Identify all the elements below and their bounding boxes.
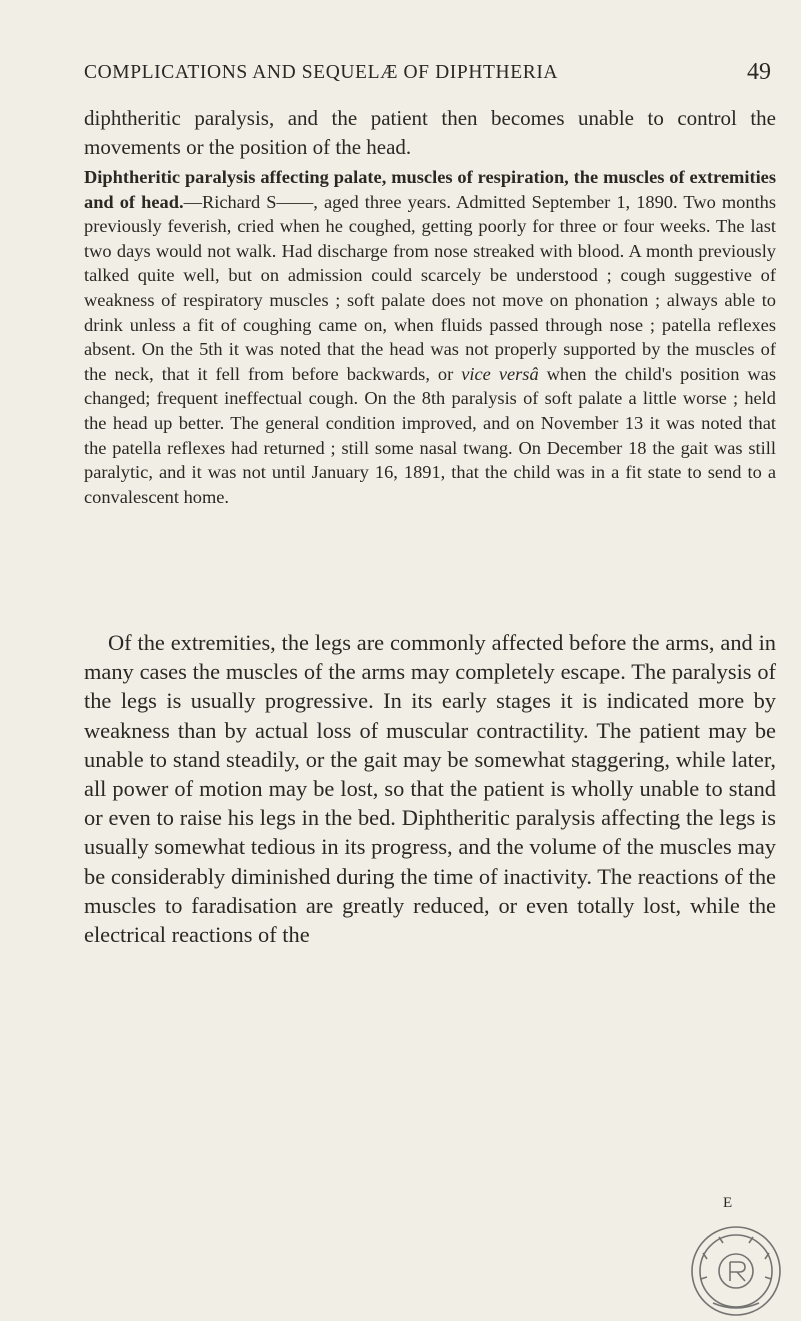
- case-italic-phrase: vice versâ: [461, 363, 539, 384]
- library-stamp-icon: [683, 1213, 789, 1321]
- case-body-part-1: —Richard S——, aged three years. Admitted September 1, 1890. Two months previously feverish, cried when he coughed, getting poorly for three or four weeks. The last two days would not walk. Had discharge from nose streaked with blood. A month previously talked quite well, but on admission could scarcely be understood ; cough suggestive of weakness of respiratory muscles ; soft palate does not move on phonation ; always able to drink unless a fit of coughing came on, when fluids passed through nose ; patella reflexes absent. On the 5th it was noted that the head was not properly supported by the muscles of the neck, that it fell from before backwards, or: [84, 191, 776, 384]
- running-title: COMPLICATIONS AND SEQUELÆ OF DIPHTHERIA: [84, 62, 559, 83]
- case-heading: Diphtheritic paralysis affecting palate, muscles of respiration, the muscles of extremities and of head.: [84, 167, 776, 212]
- paragraph-extremities: Of the extremities, the legs are commonly affected before the arms, and in many cases the muscles of the arms may completely escape. The paralysis of the legs is usually progressive. In its early stages it is indicated more by weakness than by actual loss of muscular contractility. The patient may be unable to stand steadily, or the gait may be somewhat staggering, while later, all power of motion may be lost, so that the patient is wholly unable to stand or even to raise his legs in the bed. Diphtheritic paralysis affecting the legs is usually somewhat tedious in its progress, and the volume of the muscles may be considerably diminished during the time of inactivity. The reactions of the muscles to faradisation are greatly reduced, or even totally lost, while the electrical reactions of the: [84, 630, 776, 948]
- page-number: 49: [747, 59, 771, 85]
- case-report-paragraph: [84, 165, 776, 509]
- paragraph-continuation: diphtheritic paralysis, and the patient then becomes unable to control the movements or the position of the head.: [84, 106, 776, 159]
- signature-mark: E: [723, 1195, 733, 1211]
- running-head: [84, 59, 771, 90]
- case-body-part-2: when the child's position was changed; frequent ineffectual cough. On the 8th paralysis of soft palate a little worse ; held the head up better. The general condition improved, and on November 13 it was noted that the patella reflexes had returned ; still some nasal twang. On December 18 the gait was still paralytic, and it was not until January 16, 1891, that the child was in a fit state to send to a convalescent home.: [84, 363, 776, 507]
